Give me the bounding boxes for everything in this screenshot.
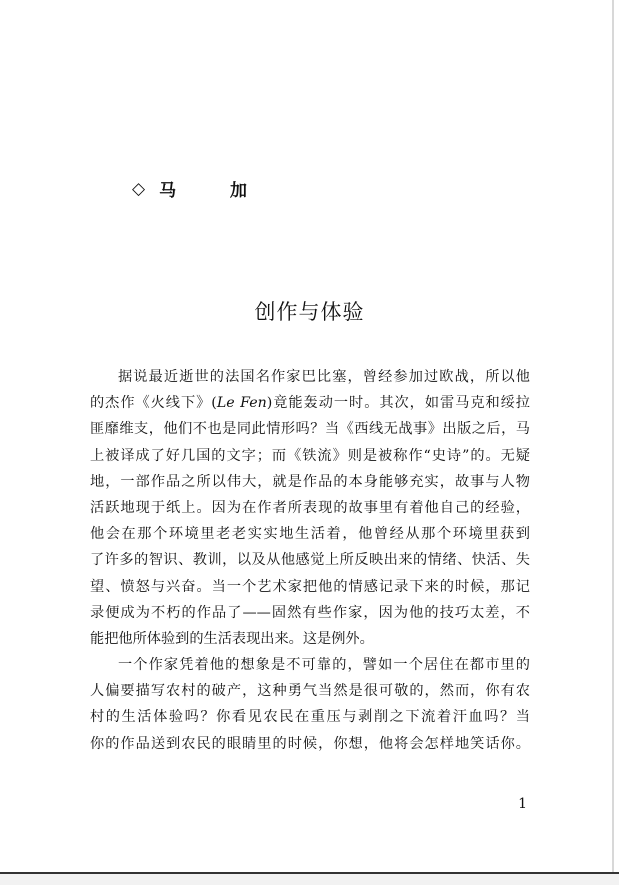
diamond-marker-icon: ◇	[132, 178, 146, 199]
author-name: 马 加	[159, 181, 271, 201]
text-line: 村的生活体验吗？你看见农民在重压与剥削之下流着汗血吗？当	[90, 709, 530, 726]
text-fragment: 的杰作《火线下》(	[90, 395, 217, 412]
text-line: 据说最近逝世的法国名作家巴比塞，曾经参加过欧战，所以他	[118, 369, 530, 385]
text-line: 人偏要描写农村的破产，这种勇气当然是很可敬的，然而，你有农	[90, 683, 530, 700]
article-body	[90, 364, 530, 757]
text-line: 了许多的智识、教训，以及从他感觉上所反映出来的情绪、快活、失	[90, 552, 530, 569]
text-line	[90, 390, 530, 416]
article-title: 创作与体验	[254, 300, 365, 324]
text-line: 一个作家凭着他的想象是不可靠的，譬如一个居住在都市里的	[118, 657, 530, 674]
text-line: 上被译成了好几国的文字；而《铁流》则是被称作“史诗”的。无疑	[90, 447, 530, 464]
author-line	[132, 176, 271, 201]
text-line: 活跃地现于纸上。因为在作者所表现的故事里有着他自己的经验，	[90, 499, 530, 516]
text-line: 匪靡维支，他们不也是同此情形吗？当《西线无战事》出版之后，马	[90, 421, 530, 438]
text-line: 你的作品送到农民的眼睛里的时候，你想，他将会怎样地笑话你。	[90, 735, 530, 752]
page-edge-shadow	[612, 0, 614, 885]
text-line: 地，一部作品之所以伟大，就是作品的本身能够充实，故事与人物	[90, 473, 530, 490]
foreign-title: Le Fen	[216, 395, 267, 412]
page-number: 1	[518, 796, 527, 812]
text-line: 他会在那个环境里老老实实地生活着，他曾经从那个环境里获到	[90, 526, 530, 543]
bottom-band	[0, 874, 619, 885]
text-line: 能把他所体验到的生活表现出来。这是例外。	[90, 630, 374, 647]
text-fragment: )竟能轰动一时。其次，如雷马克和绥拉	[266, 395, 530, 412]
text-line: 录便成为不朽的作品了——固然有些作家，因为他的技巧太差，不	[90, 604, 530, 621]
text-line: 望、愤怒与兴奋。当一个艺术家把他的情感记录下来的时候，那记	[90, 578, 530, 595]
